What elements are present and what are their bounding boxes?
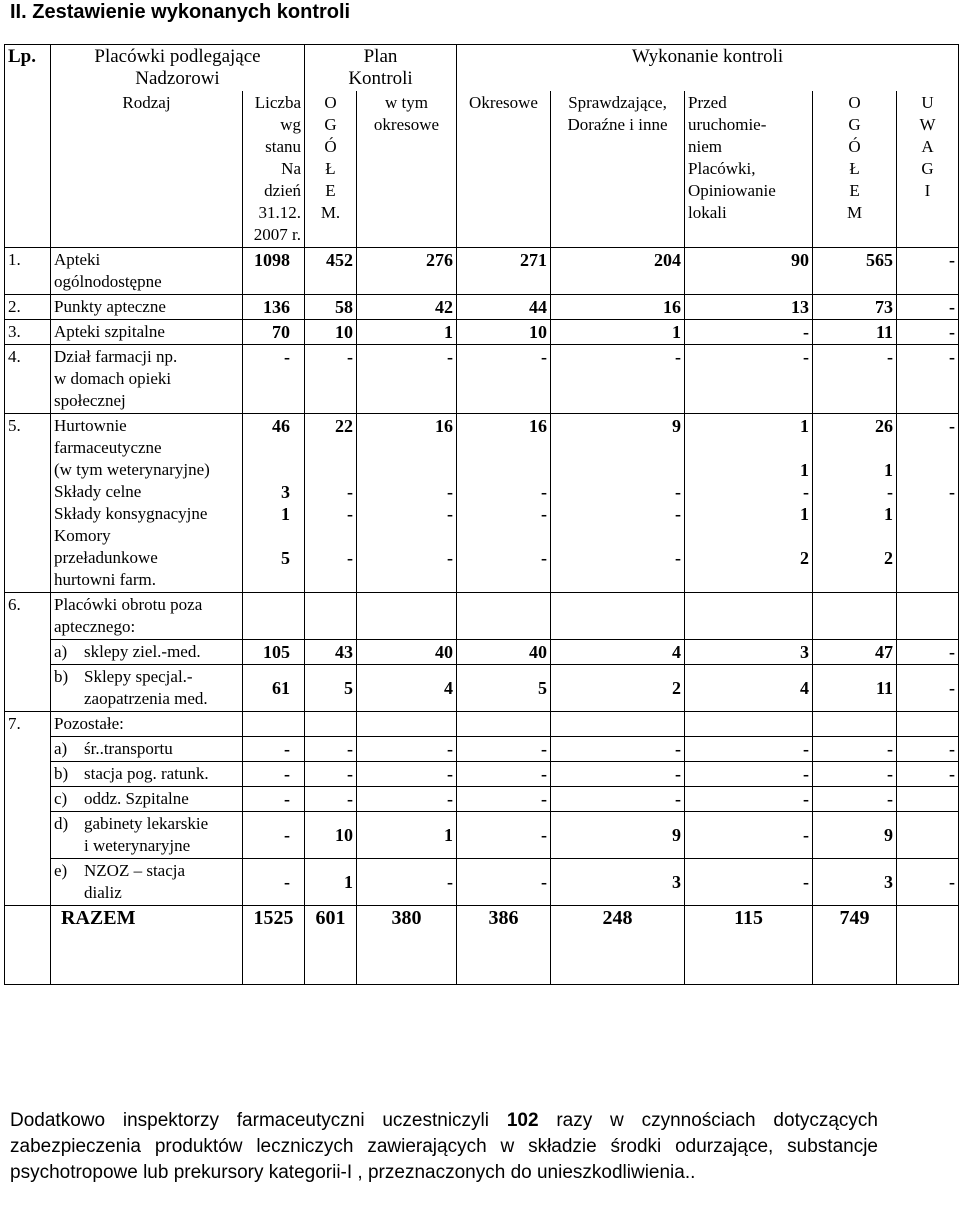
row-value: - (243, 345, 305, 414)
sub-row-label: a) (54, 642, 68, 661)
row-value: 43 (305, 640, 357, 665)
row-lp: 3. (5, 320, 51, 345)
row-value: - (305, 787, 357, 812)
header-uwagi: U W A G I (897, 91, 959, 248)
row-value: 26 1 - 1 2 (813, 414, 897, 593)
row-value: 10 (457, 320, 551, 345)
empty-cell (243, 593, 305, 640)
total-empty (5, 906, 51, 985)
header-sprawdzajace: Sprawdzające, Doraźne i inne (551, 91, 685, 248)
row-value: - - (897, 414, 959, 593)
row-value: 452 (305, 248, 357, 295)
empty-cell (305, 712, 357, 737)
empty-cell (685, 593, 813, 640)
row-value: - (243, 787, 305, 812)
row-value: 11 (813, 320, 897, 345)
row-value: - (897, 665, 959, 712)
row-value: - (897, 320, 959, 345)
table-row (5, 295, 959, 320)
empty-cell (457, 593, 551, 640)
row-value: - (357, 762, 457, 787)
total-value: 115 (685, 906, 813, 985)
row-value: - (897, 345, 959, 414)
row-value: 10 (305, 812, 357, 859)
header-lp: Lp. (5, 45, 51, 248)
row-value: - (685, 859, 813, 906)
table-row (5, 787, 959, 812)
row-lp: 2. (5, 295, 51, 320)
empty-cell (897, 712, 959, 737)
row-value: - (897, 859, 959, 906)
paragraph-count: 102 (506, 1110, 539, 1131)
sub-row-label: b) (54, 764, 69, 783)
row-value: - (813, 762, 897, 787)
empty-cell (357, 593, 457, 640)
row-value: 136 (243, 295, 305, 320)
row-value: - (243, 762, 305, 787)
row-value: 3 (813, 859, 897, 906)
empty-cell (813, 712, 897, 737)
row-value: 1 (357, 320, 457, 345)
row-value: - (813, 787, 897, 812)
row-value: 5 (457, 665, 551, 712)
row-value: - (457, 762, 551, 787)
empty-cell (813, 593, 897, 640)
table-row (5, 737, 959, 762)
row-value: 47 (813, 640, 897, 665)
row-value: 1098 (243, 248, 305, 295)
sub-row-label: e) (54, 861, 68, 880)
sub-row-name (51, 859, 243, 906)
row-value: - (357, 787, 457, 812)
table-row (5, 248, 959, 295)
row-value: 44 (457, 295, 551, 320)
table-row (5, 320, 959, 345)
row-value: - (357, 345, 457, 414)
row-value: 105 (243, 640, 305, 665)
row-value: 2 (551, 665, 685, 712)
sub-row-name (51, 737, 243, 762)
sub-row-text: stacja pog. ratunk. (84, 764, 209, 783)
table-row (5, 812, 959, 859)
row-lp: 1. (5, 248, 51, 295)
row-value: 90 (685, 248, 813, 295)
table-row-group (5, 712, 959, 737)
header-row-2 (5, 91, 959, 248)
total-value: 380 (357, 906, 457, 985)
row-value: 73 (813, 295, 897, 320)
row-value: 271 (457, 248, 551, 295)
row-value: 4 (685, 665, 813, 712)
sub-row-text: sklepy ziel.-med. (84, 642, 201, 661)
row-name: Punkty apteczne (51, 295, 243, 320)
row-name: Apteki szpitalne (51, 320, 243, 345)
total-empty-uwagi (897, 906, 959, 985)
row-value: - (685, 787, 813, 812)
row-value (897, 787, 959, 812)
row-value: - (551, 787, 685, 812)
row-value: 10 (305, 320, 357, 345)
row-value: - (551, 345, 685, 414)
empty-cell (551, 593, 685, 640)
controls-table (4, 44, 959, 985)
header-okresowe: Okresowe (457, 91, 551, 248)
row-value: 565 (813, 248, 897, 295)
row-value: 42 (357, 295, 457, 320)
sub-row-text: gabinety lekarskie i weterynaryjne (84, 814, 209, 855)
row-name: Placówki obrotu poza aptecznego: (51, 593, 243, 640)
row-value: 16 - - - (357, 414, 457, 593)
total-value: 749 (813, 906, 897, 985)
row-value: 13 (685, 295, 813, 320)
row-value: - (897, 640, 959, 665)
row-value: 9 (813, 812, 897, 859)
total-value: 1525 (243, 906, 305, 985)
row-value: - (243, 737, 305, 762)
row-value: 1 (551, 320, 685, 345)
row-value: - (685, 737, 813, 762)
section-heading: II. Zestawienie wykonanych kontroli (10, 1, 351, 23)
row-value: - (685, 320, 813, 345)
header-liczba: Liczba wg stanu Na dzień 31.12. 2007 r. (243, 91, 305, 248)
table-row-group (5, 593, 959, 640)
row-value: - (551, 762, 685, 787)
row-value: 61 (243, 665, 305, 712)
row-lp: 5. (5, 414, 51, 593)
empty-cell (457, 712, 551, 737)
row-value: 4 (551, 640, 685, 665)
row-value: 9 (551, 812, 685, 859)
row-value: 16 - - - (457, 414, 551, 593)
row-value: - (457, 345, 551, 414)
row-value: - (457, 812, 551, 859)
sub-row-text: śr..transportu (84, 739, 173, 758)
row-lp: 7. (5, 712, 51, 906)
row-value: - (305, 762, 357, 787)
empty-cell (897, 593, 959, 640)
row-value: 9 - - - (551, 414, 685, 593)
row-value: - (305, 345, 357, 414)
row-lp: 6. (5, 593, 51, 712)
row-value: - (685, 345, 813, 414)
row-value: 1 1 - 1 2 (685, 414, 813, 593)
sub-row-name (51, 762, 243, 787)
row-value: - (897, 737, 959, 762)
sub-row-label: d) (54, 814, 69, 833)
paragraph-text-after: razy w czynnościach dotyczących zabezpieczenia produktów leczniczych zawierających w składzie środki odurzające, substancje psychotropowe lub prekursory kategorii-I , przeznaczonych do unieszkodliwienia.. (10, 1110, 878, 1183)
table-row (5, 640, 959, 665)
sub-row-name (51, 640, 243, 665)
row-value: - (685, 812, 813, 859)
sub-row-name (51, 665, 243, 712)
row-value: 22 - - - (305, 414, 357, 593)
total-value: 386 (457, 906, 551, 985)
row-name: Hurtownie farmaceutyczne (w tym weterynaryjne) Składy celne Składy konsygnacyjne Komory przeładunkowe hurtowni farm. (51, 414, 243, 593)
row-value: 276 (357, 248, 457, 295)
row-value: - (305, 737, 357, 762)
row-value: 70 (243, 320, 305, 345)
row-value: 11 (813, 665, 897, 712)
sub-row-label: b) (54, 667, 69, 686)
additional-info-paragraph (10, 1108, 878, 1186)
row-value: - (551, 737, 685, 762)
empty-cell (685, 712, 813, 737)
total-value: 248 (551, 906, 685, 985)
header-placowki: Placówki podlegające Nadzorowi (51, 45, 305, 92)
row-value: - (685, 762, 813, 787)
total-label: RAZEM (51, 906, 243, 985)
table-row (5, 859, 959, 906)
sub-row-text: Sklepy specjal.- zaopatrzenia med. (84, 667, 208, 708)
row-value: 3 (685, 640, 813, 665)
table-row (5, 345, 959, 414)
row-name: Pozostałe: (51, 712, 243, 737)
total-value: 601 (305, 906, 357, 985)
row-value: 204 (551, 248, 685, 295)
row-value: - (457, 787, 551, 812)
total-row (5, 906, 959, 985)
row-value: 46 3 1 5 (243, 414, 305, 593)
row-value (897, 812, 959, 859)
sub-row-name (51, 812, 243, 859)
row-value: - (457, 859, 551, 906)
table-row (5, 414, 959, 593)
row-value: - (813, 737, 897, 762)
table-row (5, 762, 959, 787)
paragraph-text-before: Dodatkowo inspektorzy farmaceutyczni uczestniczyli (10, 1110, 507, 1131)
empty-cell (551, 712, 685, 737)
row-value: 40 (357, 640, 457, 665)
row-value: 1 (357, 812, 457, 859)
header-przed-uruchomieniem: Przed uruchomie- niem Placówki, Opiniowanie lokali (685, 91, 813, 248)
row-value: - (457, 737, 551, 762)
empty-cell (305, 593, 357, 640)
sub-row-text: oddz. Szpitalne (84, 789, 189, 808)
empty-cell (243, 712, 305, 737)
row-value: 16 (551, 295, 685, 320)
header-w-tym-okresowe: w tym okresowe (357, 91, 457, 248)
row-value: 4 (357, 665, 457, 712)
row-value: - (243, 859, 305, 906)
row-value: - (357, 859, 457, 906)
header-ogolem-wyk: O G Ó Ł E M (813, 91, 897, 248)
row-value: - (897, 295, 959, 320)
row-value: - (897, 762, 959, 787)
row-value: - (357, 737, 457, 762)
row-lp: 4. (5, 345, 51, 414)
header-ogolem-plan: O G Ó Ł E M. (305, 91, 357, 248)
row-value: - (897, 248, 959, 295)
table-row (5, 665, 959, 712)
row-value: - (813, 345, 897, 414)
row-value: - (243, 812, 305, 859)
row-value: 58 (305, 295, 357, 320)
header-row-1 (5, 45, 959, 92)
row-name: Dział farmacji np. w domach opieki społecznej (51, 345, 243, 414)
sub-row-label: a) (54, 739, 68, 758)
empty-cell (357, 712, 457, 737)
row-name: Apteki ogólnodostępne (51, 248, 243, 295)
row-value: 1 (305, 859, 357, 906)
row-value: 5 (305, 665, 357, 712)
header-rodzaj: Rodzaj (51, 91, 243, 248)
sub-row-name (51, 787, 243, 812)
sub-row-label: c) (54, 789, 68, 808)
sub-row-text: NZOZ – stacja dializ (84, 861, 186, 902)
row-value: 40 (457, 640, 551, 665)
header-wykonanie: Wykonanie kontroli (457, 45, 959, 92)
header-plan: Plan Kontroli (305, 45, 457, 92)
row-value: 3 (551, 859, 685, 906)
